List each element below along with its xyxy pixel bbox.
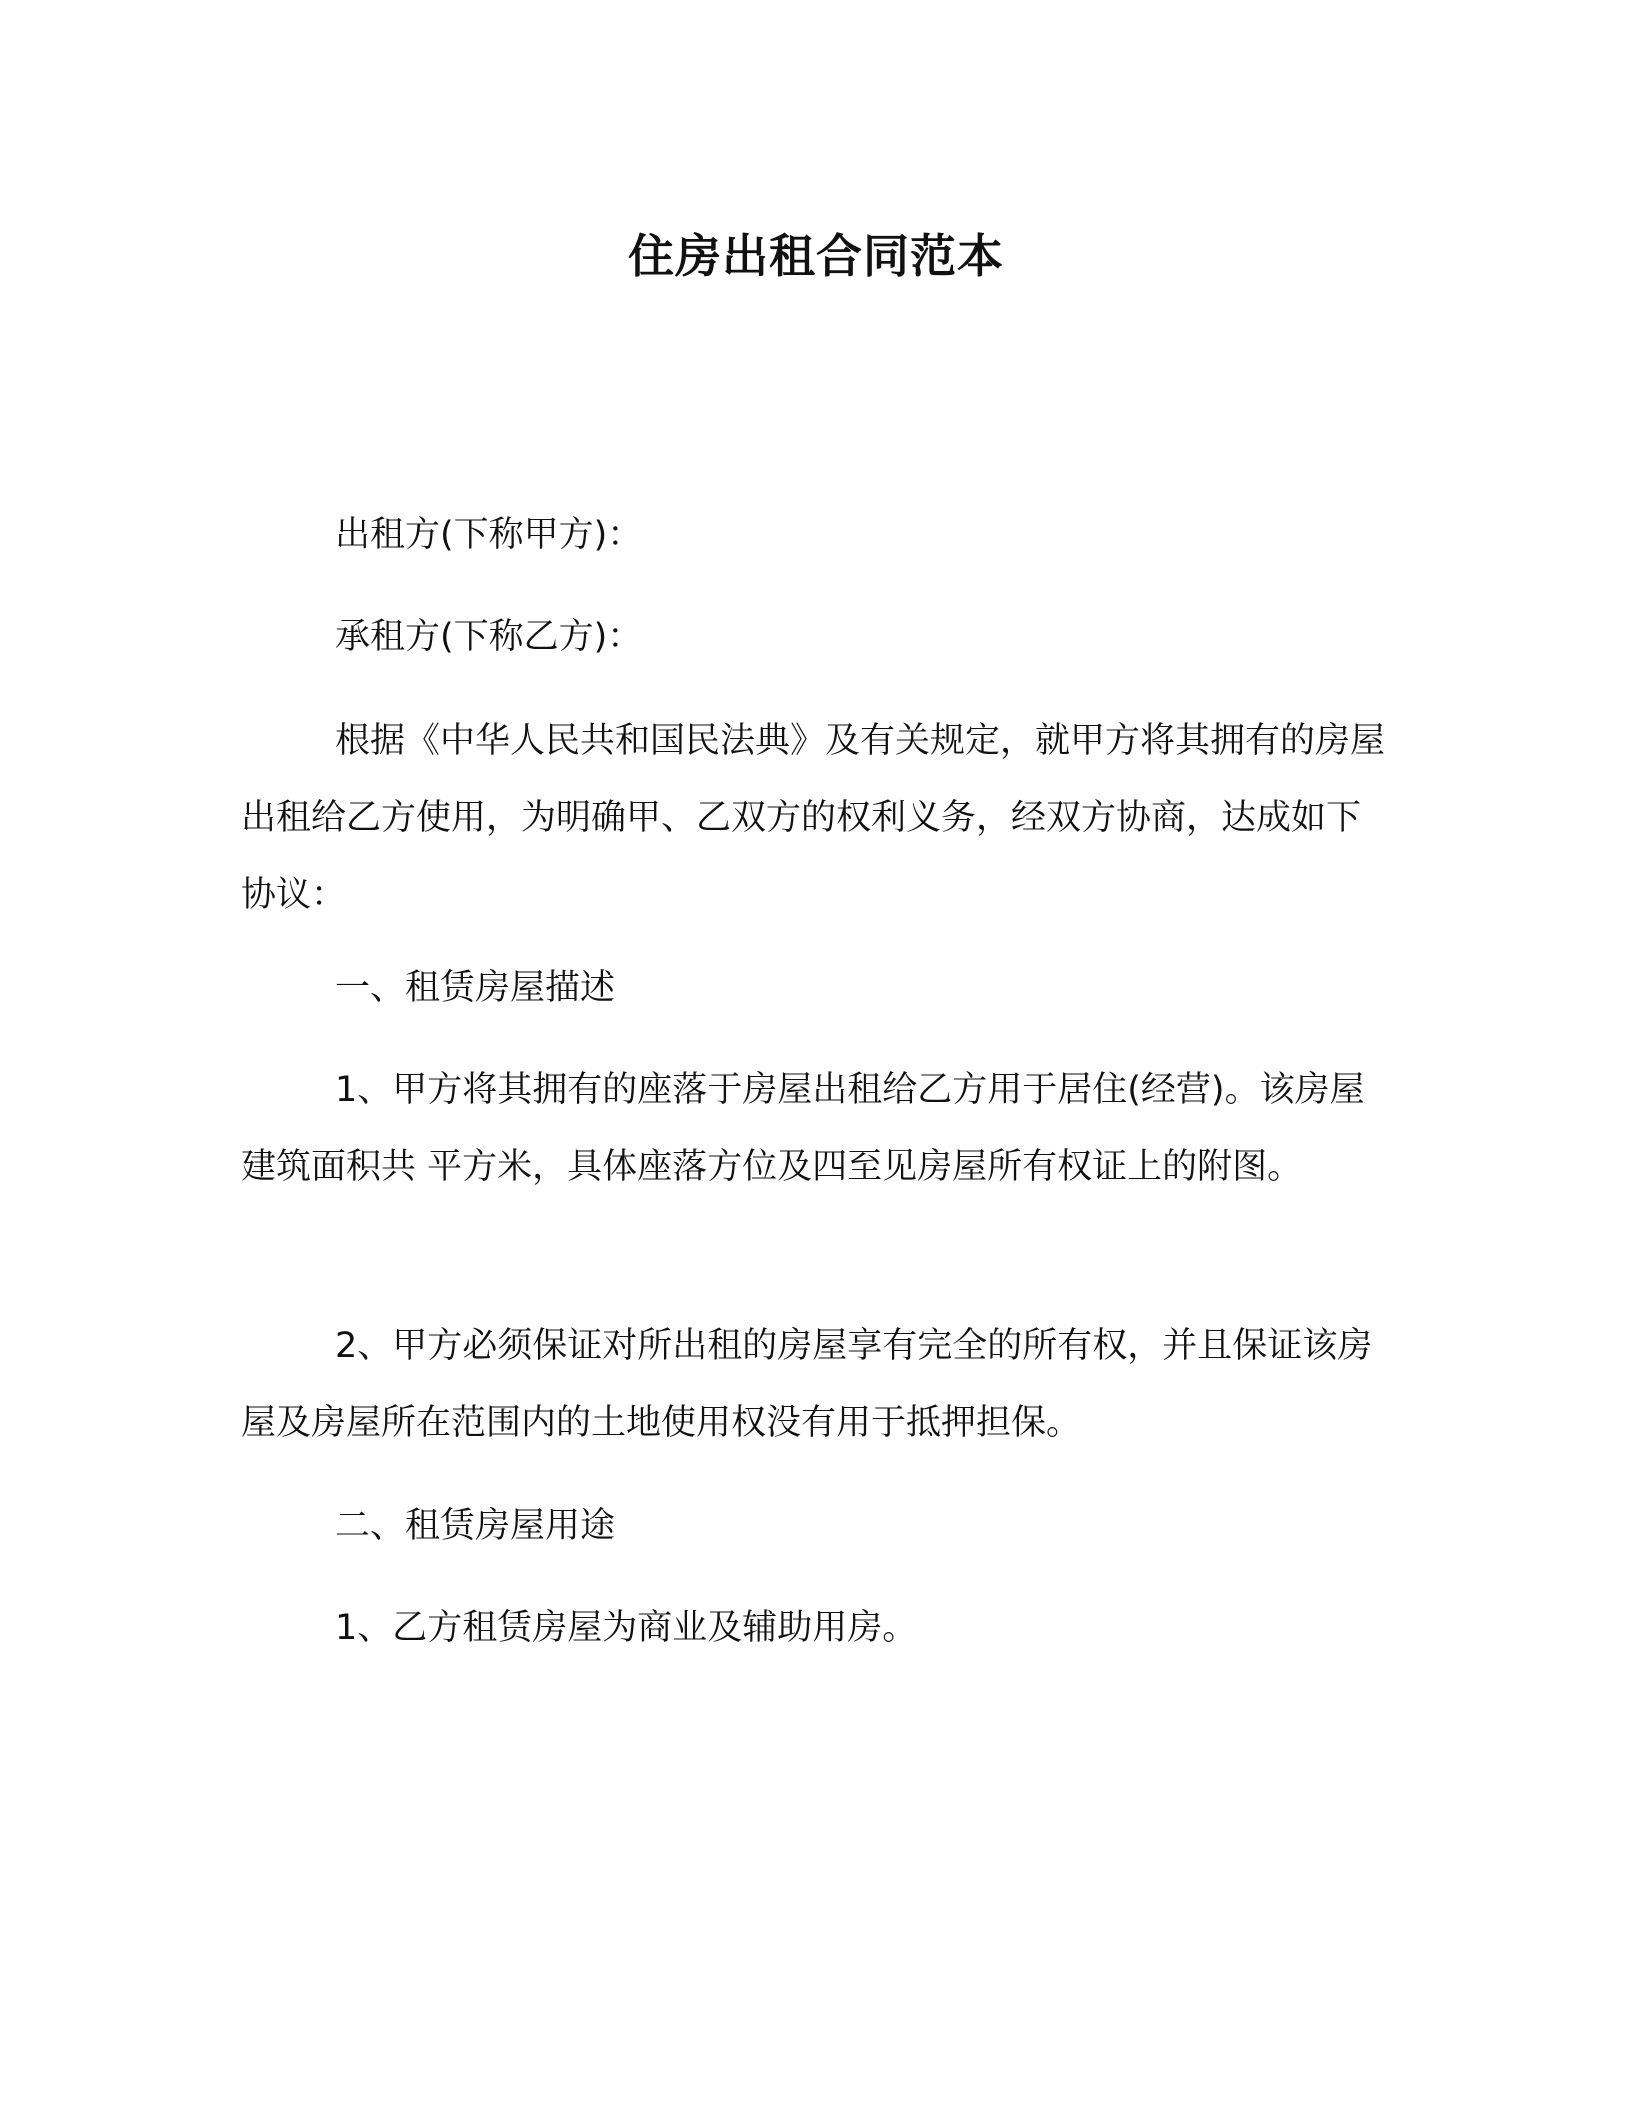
lessor-line: 出租方(下称甲方)： — [335, 515, 643, 555]
preamble-paragraph: 根据《中华人民共和国民法典》及有关规定，就甲方将其拥有的房屋出租给乙方使用，为明确甲、乙双方的权利义务，经双方协商，达成如下协议： — [241, 721, 1386, 915]
document-title: 住房出租合同范本 — [628, 229, 1004, 283]
section-heading-1: 一、租赁房屋描述 — [335, 968, 616, 1008]
lessee-line: 承租方(下称乙方)： — [335, 617, 643, 657]
clause-1-2: 2、甲方必须保证对所出租的房屋享有完全的所有权，并且保证该房屋及房屋所在范围内的土地使用权没有用于抵押担保。 — [241, 1326, 1373, 1443]
clause-2-1: 1、乙方租赁房屋为商业及辅助用房。 — [335, 1608, 918, 1648]
section-heading-2: 二、租赁房屋用途 — [335, 1506, 616, 1546]
clause-1-1: 1、甲方将其拥有的座落于房屋出租给乙方用于居住(经营)。该房屋建筑面积共 平方米，具体座落方位及四至见房屋所有权证上的附图。 — [241, 1070, 1365, 1187]
